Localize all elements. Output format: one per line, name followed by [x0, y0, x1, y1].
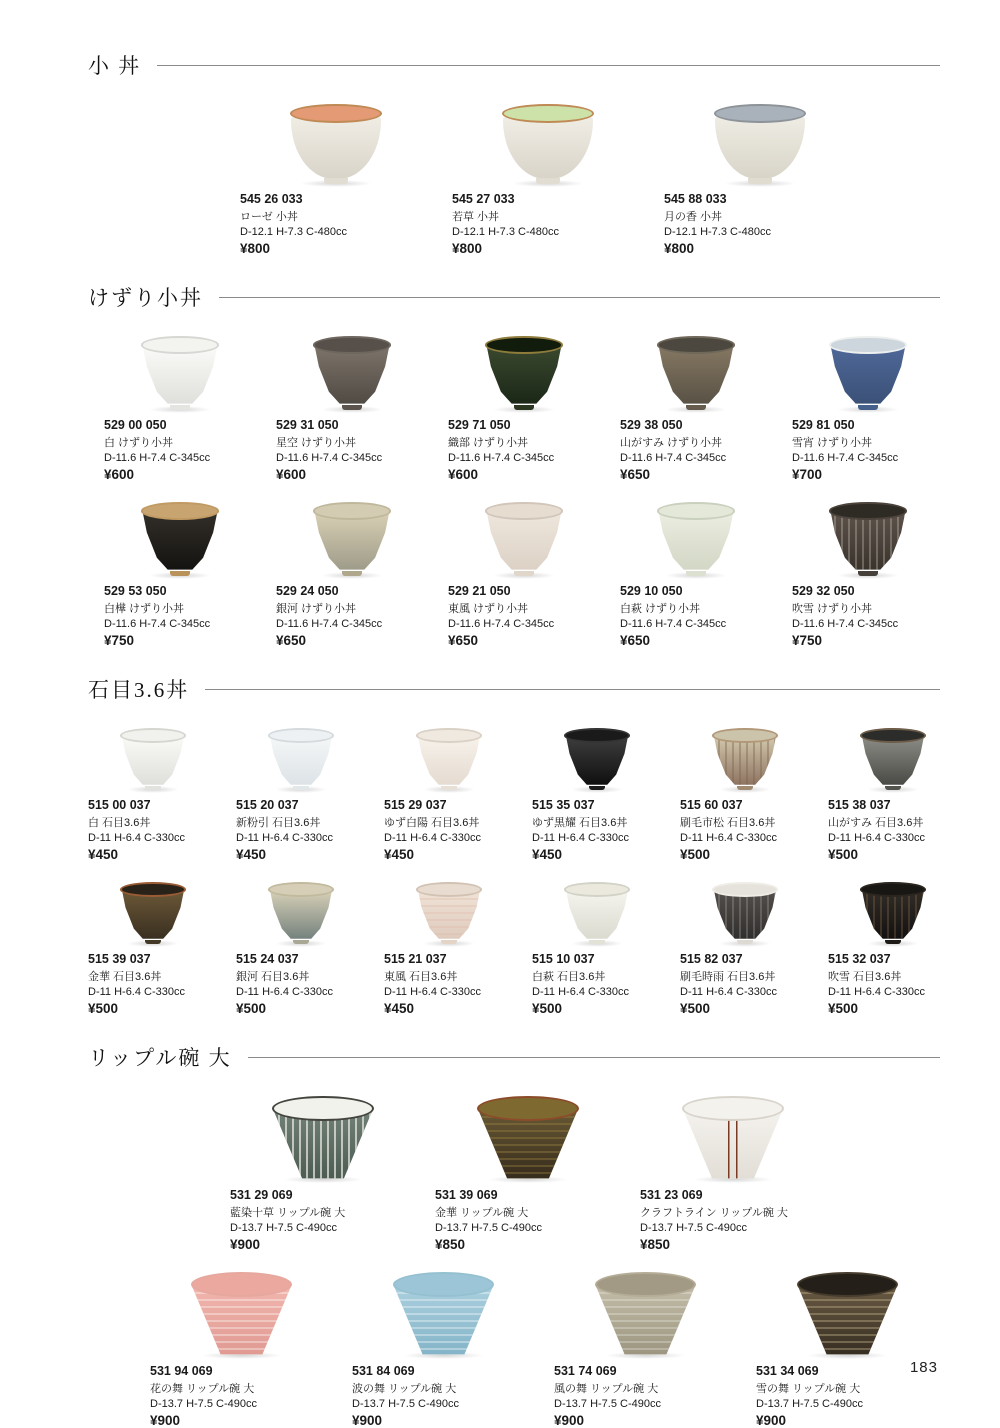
product-price: ¥850 — [640, 1237, 671, 1252]
product-card — [792, 502, 944, 648]
bowl-photo — [119, 882, 187, 944]
product-code: 515 10 037 — [532, 952, 595, 966]
product-card — [230, 1096, 416, 1252]
bowl-photo — [711, 728, 779, 790]
product-name: 銀河 石目3.6丼 — [236, 971, 310, 983]
section-header — [88, 50, 940, 80]
product-price: ¥800 — [240, 241, 271, 256]
product-code: 515 35 037 — [532, 798, 595, 812]
product-price: ¥500 — [680, 847, 711, 862]
product-price: ¥700 — [792, 467, 823, 482]
product-name: 織部 けずり小丼 — [448, 437, 529, 449]
product-row — [104, 502, 940, 648]
product-code: 515 29 037 — [384, 798, 447, 812]
product-name: 雪宵 けずり小丼 — [792, 437, 873, 449]
product-name: 白萩 石目3.6丼 — [532, 971, 606, 983]
product-code: 531 29 069 — [230, 1188, 293, 1202]
bowl-mouth — [712, 728, 777, 743]
product-name: 花の舞 リップル碗 大 — [150, 1383, 255, 1395]
bowl-foot — [170, 405, 190, 410]
product-price: ¥500 — [828, 1001, 859, 1016]
bowl-photo — [483, 502, 565, 576]
section-header — [88, 1042, 940, 1072]
bowl-foot — [342, 571, 362, 576]
product-row — [88, 882, 940, 1016]
product-price: ¥450 — [236, 847, 267, 862]
product-code: 529 10 050 — [620, 584, 683, 598]
product-spec: D-11.6 H-7.4 C-345cc — [276, 618, 383, 630]
product-code: 529 31 050 — [276, 418, 339, 432]
product-name: ゆず黒耀 石目3.6丼 — [532, 817, 628, 829]
product-price: ¥900 — [230, 1237, 261, 1252]
bowl-foot — [589, 786, 605, 790]
product-card — [664, 104, 856, 256]
bowl-mouth — [564, 728, 629, 743]
product-price: ¥500 — [236, 1001, 267, 1016]
product-card — [756, 1272, 939, 1428]
bowl-foot — [145, 940, 161, 944]
product-spec: D-13.7 H-7.5 C-490cc — [554, 1398, 661, 1410]
product-price: ¥450 — [384, 847, 415, 862]
product-card — [828, 882, 958, 1016]
product-card — [88, 728, 218, 862]
bowl-mouth — [313, 336, 392, 354]
product-code: 515 82 037 — [680, 952, 743, 966]
product-code: 531 23 069 — [640, 1188, 703, 1202]
product-name: 月の香 小丼 — [664, 211, 723, 223]
bowl-mouth — [860, 728, 925, 743]
product-spec: D-11 H-6.4 C-330cc — [828, 832, 925, 844]
bowl-mouth — [829, 502, 908, 520]
catalog-sections — [88, 50, 940, 1428]
product-price: ¥650 — [448, 633, 479, 648]
product-code: 529 32 050 — [792, 584, 855, 598]
bowl-foot — [858, 571, 878, 576]
catalog-section — [88, 674, 940, 1016]
bowl-photo — [563, 728, 631, 790]
bowl-photo — [139, 502, 221, 576]
product-code: 529 81 050 — [792, 418, 855, 432]
product-spec: D-13.7 H-7.5 C-490cc — [640, 1222, 747, 1234]
product-card — [150, 1272, 333, 1428]
product-row — [230, 1096, 940, 1252]
bowl-foot — [858, 405, 878, 410]
bowl-photo — [655, 502, 737, 576]
bowl-photo — [189, 1272, 295, 1356]
bowl-mouth — [829, 336, 908, 354]
bowl-photo — [859, 882, 927, 944]
product-code: 515 20 037 — [236, 798, 299, 812]
product-card — [236, 882, 366, 1016]
bowl-photo — [827, 502, 909, 576]
product-name: 刷毛市松 石目3.6丼 — [680, 817, 776, 829]
product-card — [828, 728, 958, 862]
product-spec: D-11.6 H-7.4 C-345cc — [792, 452, 899, 464]
product-code: 545 27 033 — [452, 192, 515, 206]
bowl-mouth — [564, 882, 629, 897]
bowl-photo — [475, 1096, 581, 1180]
bowl-mouth — [416, 728, 481, 743]
bowl-foot — [441, 940, 457, 944]
product-name: 新粉引 石目3.6丼 — [236, 817, 321, 829]
product-price: ¥750 — [792, 633, 823, 648]
product-card — [554, 1272, 737, 1428]
product-price: ¥600 — [276, 467, 307, 482]
bowl-photo — [712, 104, 808, 184]
product-price: ¥500 — [532, 1001, 563, 1016]
product-spec: D-11 H-6.4 C-330cc — [384, 832, 481, 844]
product-card — [792, 336, 944, 482]
bowl-mouth — [272, 1096, 374, 1121]
product-spec: D-11 H-6.4 C-330cc — [532, 832, 629, 844]
product-spec: D-11 H-6.4 C-330cc — [88, 986, 185, 998]
product-card — [276, 336, 428, 482]
bowl-photo — [711, 882, 779, 944]
bowl-photo — [311, 336, 393, 410]
product-price: ¥900 — [554, 1413, 585, 1428]
product-price: ¥600 — [448, 467, 479, 482]
product-price: ¥450 — [88, 847, 119, 862]
catalog-section — [88, 1042, 940, 1428]
product-spec: D-13.7 H-7.5 C-490cc — [352, 1398, 459, 1410]
product-name: 東風 けずり小丼 — [448, 603, 529, 615]
product-code: 515 24 037 — [236, 952, 299, 966]
product-card — [104, 336, 256, 482]
bowl-mouth — [120, 882, 185, 897]
product-card — [88, 882, 218, 1016]
product-code: 529 71 050 — [448, 418, 511, 432]
product-name: 銀河 けずり小丼 — [276, 603, 357, 615]
bowl-mouth — [141, 502, 220, 520]
product-name: 白 けずり小丼 — [104, 437, 174, 449]
product-card — [240, 104, 432, 256]
product-name: 吹雪 石目3.6丼 — [828, 971, 902, 983]
product-price: ¥500 — [828, 847, 859, 862]
bowl-mouth — [485, 502, 564, 520]
bowl-mouth — [477, 1096, 579, 1121]
product-code: 529 00 050 — [104, 418, 167, 432]
bowl-mouth — [141, 336, 220, 354]
product-code: 529 53 050 — [104, 584, 167, 598]
product-code: 515 21 037 — [384, 952, 447, 966]
product-card — [352, 1272, 535, 1428]
product-price: ¥500 — [680, 1001, 711, 1016]
bowl-photo — [267, 728, 335, 790]
catalog-section — [88, 282, 940, 648]
bowl-mouth — [860, 882, 925, 897]
product-card — [532, 882, 662, 1016]
product-name: 白萩 けずり小丼 — [620, 603, 701, 615]
product-row — [88, 728, 940, 862]
bowl-foot — [686, 571, 706, 576]
bowl-photo — [415, 728, 483, 790]
product-price: ¥450 — [532, 847, 563, 862]
product-spec: D-11.6 H-7.4 C-345cc — [104, 452, 211, 464]
bowl-photo — [415, 882, 483, 944]
bowl-foot — [293, 786, 309, 790]
product-card — [384, 882, 514, 1016]
product-name: 雪の舞 リップル碗 大 — [756, 1383, 861, 1395]
product-name: クラフトライン リップル碗 大 — [640, 1207, 788, 1219]
product-card — [104, 502, 256, 648]
bowl-photo — [593, 1272, 699, 1356]
product-spec: D-11 H-6.4 C-330cc — [384, 986, 481, 998]
page-number: 183 — [909, 1359, 938, 1376]
product-name: 風の舞 リップル碗 大 — [554, 1383, 659, 1395]
product-name: 星空 けずり小丼 — [276, 437, 357, 449]
bowl-foot — [748, 178, 771, 184]
product-card — [384, 728, 514, 862]
product-name: 金華 石目3.6丼 — [88, 971, 162, 983]
bowl-photo — [859, 728, 927, 790]
product-price: ¥500 — [88, 1001, 119, 1016]
bowl-photo — [500, 104, 596, 184]
bowl-mouth — [657, 336, 736, 354]
bowl-foot — [737, 786, 753, 790]
bowl-mouth — [657, 502, 736, 520]
product-spec: D-11.6 H-7.4 C-345cc — [104, 618, 211, 630]
product-code: 529 38 050 — [620, 418, 683, 432]
product-spec: D-11.6 H-7.4 C-345cc — [620, 618, 727, 630]
bowl-mouth — [682, 1096, 784, 1121]
product-code: 515 00 037 — [88, 798, 151, 812]
section-title: リップル碗 大 — [88, 1046, 232, 1070]
product-spec: D-11 H-6.4 C-330cc — [88, 832, 185, 844]
bowl-photo — [267, 882, 335, 944]
product-code: 531 74 069 — [554, 1364, 617, 1378]
bowl-mouth — [313, 502, 392, 520]
bowl-foot — [145, 786, 161, 790]
bowl-foot — [293, 940, 309, 944]
product-price: ¥450 — [384, 1001, 415, 1016]
product-code: 531 39 069 — [435, 1188, 498, 1202]
product-code: 529 24 050 — [276, 584, 339, 598]
product-spec: D-11 H-6.4 C-330cc — [236, 986, 333, 998]
product-code: 531 34 069 — [756, 1364, 819, 1378]
bowl-foot — [441, 786, 457, 790]
product-price: ¥650 — [620, 633, 651, 648]
product-price: ¥600 — [104, 467, 135, 482]
product-price: ¥850 — [435, 1237, 466, 1252]
section-rule — [157, 65, 940, 66]
product-spec: D-11.6 H-7.4 C-345cc — [448, 452, 555, 464]
bowl-foot — [324, 178, 347, 184]
product-spec: D-11 H-6.4 C-330cc — [680, 832, 777, 844]
bowl-foot — [514, 405, 534, 410]
bowl-mouth — [268, 882, 333, 897]
product-spec: D-13.7 H-7.5 C-490cc — [230, 1222, 337, 1234]
product-card — [620, 336, 772, 482]
bowl-mouth — [416, 882, 481, 897]
bowl-photo — [563, 882, 631, 944]
bowl-foot — [885, 786, 901, 790]
product-row — [104, 336, 940, 482]
bowl-photo — [270, 1096, 376, 1180]
product-price: ¥750 — [104, 633, 135, 648]
product-card — [680, 882, 810, 1016]
bowl-photo — [139, 336, 221, 410]
product-card — [236, 728, 366, 862]
section-header — [88, 674, 940, 704]
section-rule — [205, 689, 940, 690]
section-title: 石目3.6丼 — [88, 678, 190, 702]
product-name: 波の舞 リップル碗 大 — [352, 1383, 457, 1395]
product-card — [448, 336, 600, 482]
product-spec: D-11.6 H-7.4 C-345cc — [792, 618, 899, 630]
bowl-photo — [119, 728, 187, 790]
product-name: 吹雪 けずり小丼 — [792, 603, 873, 615]
product-code: 515 39 037 — [88, 952, 151, 966]
product-name: 白樺 けずり小丼 — [104, 603, 185, 615]
product-code: 515 32 037 — [828, 952, 891, 966]
product-spec: D-11 H-6.4 C-330cc — [680, 986, 777, 998]
section-rule — [248, 1057, 940, 1058]
product-card — [276, 502, 428, 648]
product-spec: D-11 H-6.4 C-330cc — [236, 832, 333, 844]
product-name: 金華 リップル碗 大 — [435, 1207, 529, 1219]
bowl-mouth — [120, 728, 185, 743]
product-price: ¥650 — [620, 467, 651, 482]
product-code: 545 88 033 — [664, 192, 727, 206]
product-price: ¥800 — [664, 241, 695, 256]
product-spec: D-13.7 H-7.5 C-490cc — [150, 1398, 257, 1410]
product-card — [435, 1096, 621, 1252]
product-card — [640, 1096, 826, 1252]
bowl-photo — [827, 336, 909, 410]
section-title: けずり小丼 — [88, 286, 203, 310]
product-name: 刷毛時雨 石目3.6丼 — [680, 971, 776, 983]
product-name: 山がすみ 石目3.6丼 — [828, 817, 924, 829]
product-code: 515 38 037 — [828, 798, 891, 812]
product-name: 東風 石目3.6丼 — [384, 971, 458, 983]
product-spec: D-11.6 H-7.4 C-345cc — [448, 618, 555, 630]
product-name: 若草 小丼 — [452, 211, 500, 223]
product-spec: D-11.6 H-7.4 C-345cc — [620, 452, 727, 464]
product-spec: D-13.7 H-7.5 C-490cc — [435, 1222, 542, 1234]
section-header — [88, 282, 940, 312]
section-title: 小 丼 — [88, 54, 142, 78]
bowl-foot — [536, 178, 559, 184]
bowl-photo — [311, 502, 393, 576]
product-spec: D-12.1 H-7.3 C-480cc — [240, 226, 347, 238]
bowl-mouth — [712, 882, 777, 897]
product-price: ¥650 — [276, 633, 307, 648]
bowl-foot — [170, 571, 190, 576]
product-name: 藍染十草 リップル碗 大 — [230, 1207, 346, 1219]
bowl-foot — [686, 405, 706, 410]
bowl-photo — [288, 104, 384, 184]
bowl-foot — [885, 940, 901, 944]
bowl-photo — [391, 1272, 497, 1356]
product-card — [620, 502, 772, 648]
bowl-foot — [737, 940, 753, 944]
product-spec: D-11 H-6.4 C-330cc — [828, 986, 925, 998]
product-card — [680, 728, 810, 862]
catalog-section — [88, 50, 940, 256]
product-name: ローゼ 小丼 — [240, 211, 298, 223]
product-row — [240, 104, 940, 256]
bowl-photo — [655, 336, 737, 410]
product-price: ¥900 — [352, 1413, 383, 1428]
product-spec: D-13.7 H-7.5 C-490cc — [756, 1398, 863, 1410]
product-code: 529 21 050 — [448, 584, 511, 598]
product-card — [532, 728, 662, 862]
product-card — [452, 104, 644, 256]
product-name: ゆず白陽 石目3.6丼 — [384, 817, 480, 829]
product-price: ¥900 — [756, 1413, 787, 1428]
product-price: ¥800 — [452, 241, 483, 256]
bowl-foot — [589, 940, 605, 944]
bowl-foot — [342, 405, 362, 410]
product-card — [448, 502, 600, 648]
product-code: 531 84 069 — [352, 1364, 415, 1378]
product-spec: D-12.1 H-7.3 C-480cc — [664, 226, 771, 238]
product-code: 515 60 037 — [680, 798, 743, 812]
product-name: 白 石目3.6丼 — [88, 817, 151, 829]
product-code: 531 94 069 — [150, 1364, 213, 1378]
bowl-photo — [680, 1096, 786, 1180]
product-name: 山がすみ けずり小丼 — [620, 437, 723, 449]
product-spec: D-11 H-6.4 C-330cc — [532, 986, 629, 998]
bowl-foot — [514, 571, 534, 576]
product-price: ¥900 — [150, 1413, 181, 1428]
bowl-mouth — [268, 728, 333, 743]
product-spec: D-12.1 H-7.3 C-480cc — [452, 226, 559, 238]
product-code: 545 26 033 — [240, 192, 303, 206]
section-rule — [219, 297, 940, 298]
bowl-mouth — [485, 336, 564, 354]
product-row — [150, 1272, 940, 1428]
bowl-photo — [483, 336, 565, 410]
bowl-photo — [795, 1272, 901, 1356]
product-spec: D-11.6 H-7.4 C-345cc — [276, 452, 383, 464]
